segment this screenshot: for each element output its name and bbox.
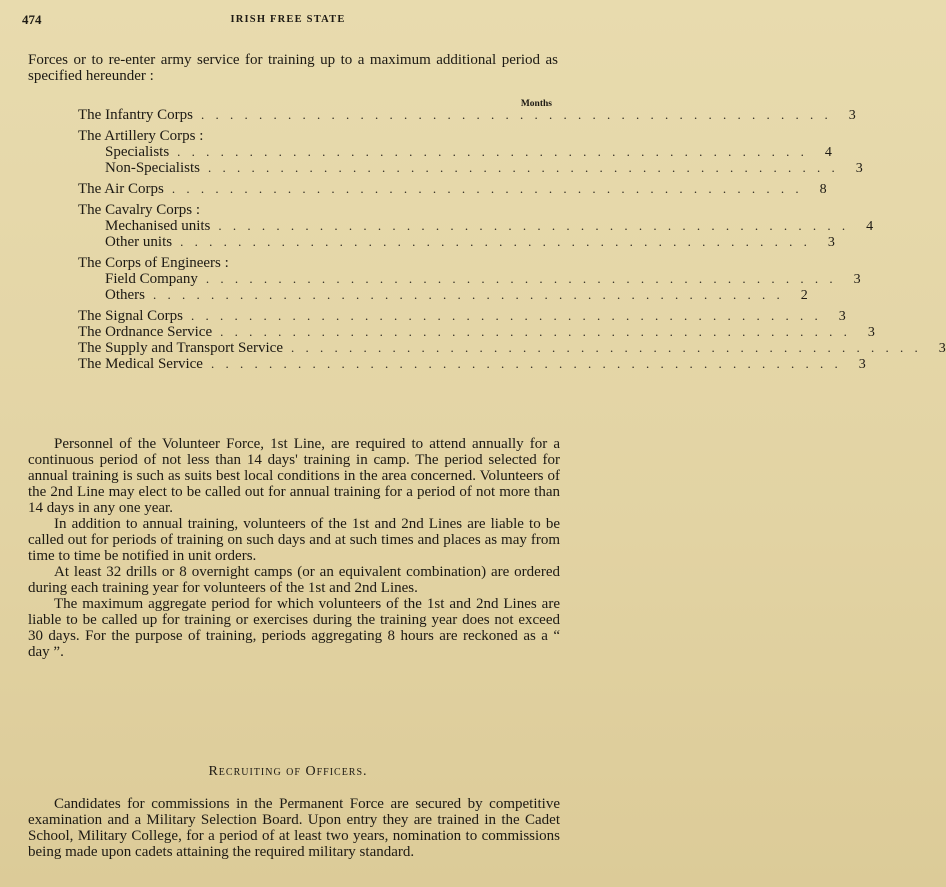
corps-training-table (78, 107, 946, 372)
months-value: 3 (858, 357, 866, 372)
corps-name: The Signal Corps (78, 308, 183, 324)
leader-dots: . . . . . . . . . . . . . . . . . . . . . . . . . . . . . . . . . . . . . . . . . . . . (290, 340, 922, 355)
corps-name: Field Company (105, 271, 198, 287)
corps-row (78, 308, 846, 324)
paragraph-additional-training: In addition to annual training, volunteers of the 1st and 2nd Lines are liable to be called out for periods of training on such days and at such times and places as may from time to time be notified in unit orders. (28, 516, 560, 564)
leader-dots: . . . . . . . . . . . . . . . . . . . . . . . . . . . . . . . . . . . . . . . . . . . . (180, 234, 811, 249)
corps-row (78, 218, 874, 234)
corps-name: The Air Corps (78, 181, 164, 197)
months-value: 3 (848, 108, 856, 123)
corps-row (78, 340, 946, 356)
leader-dots: . . . . . . . . . . . . . . . . . . . . . . . . . . . . . . . . . . . . . . . . . . . . (210, 356, 842, 371)
page-number: 474 (22, 12, 42, 27)
paragraph-drills: At least 32 drills or 8 overnight camps (or an equivalent combination) are ordered during each training year for volunteers of the 1st and 2nd Lines. (28, 564, 560, 596)
corps-row (78, 202, 518, 218)
paragraph-aggregate-period: The maximum aggregate period for which volunteers of the 1st and 2nd Lines are liable to be called up for training or exercises during the training year does not exceed 30 days. For the purpose of training, periods aggregating 8 hours are reckoned as a “ day ”. (28, 596, 560, 660)
corps-row (78, 356, 866, 372)
corps-name: Other units (105, 234, 173, 250)
leader-dots: . . . . . . . . . . . . . . . . . . . . . . . . . . . . . . . . . . . . . . . . . . . . (205, 271, 837, 286)
months-column-heading: Months (520, 99, 552, 109)
months-value: 8 (819, 182, 827, 197)
months-value: 3 (838, 309, 846, 324)
recruiting-section (28, 796, 560, 860)
months-value: 3 (855, 161, 863, 176)
corps-name: The Corps of Engineers : (78, 255, 229, 271)
corps-row (78, 324, 875, 340)
corps-row (78, 255, 518, 271)
corps-name: Specialists (105, 144, 170, 160)
leader-dots: . . . . . . . . . . . . . . . . . . . . . . . . . . . . . . . . . . . . . . . . . . . . (177, 144, 808, 159)
months-value: 3 (938, 341, 946, 356)
section-heading-recruiting-officers: Recruiting of Officers. (208, 764, 368, 779)
months-value: 2 (800, 288, 808, 303)
corps-name: The Cavalry Corps : (78, 202, 201, 218)
months-value: 3 (867, 325, 875, 340)
corps-name: The Artillery Corps : (78, 128, 204, 144)
months-value: 3 (827, 235, 835, 250)
corps-row (78, 128, 518, 144)
corps-name: The Infantry Corps (78, 107, 193, 123)
corps-name: The Ordnance Service (78, 324, 213, 340)
leader-dots: . . . . . . . . . . . . . . . . . . . . . . . . . . . . . . . . . . . . . . . . . . . . (218, 218, 850, 233)
corps-row (78, 144, 832, 160)
leader-dots: . . . . . . . . . . . . . . . . . . . . . . . . . . . . . . . . . . . . . . . . . . . . (191, 308, 822, 323)
intro-paragraph: Forces or to re-enter army service for training up to a maximum additional period as specified hereunder : (28, 52, 558, 84)
paragraph-annual-training: Personnel of the Volunteer Force, 1st Line, are required to attend annually for a continuous period of not less than 14 days' training in camp. The period selected for annual training is such as suits best local conditions in the area concerned. Volunteers of the 2nd Line may elect to be called out for annual training for a period of not more than 14 days in any one year. (28, 436, 560, 516)
months-value: 4 (866, 219, 874, 234)
page-header (18, 12, 558, 30)
corps-row (78, 287, 808, 303)
corps-name: Others (105, 287, 145, 303)
months-value: 4 (824, 145, 832, 160)
running-title: IRISH FREE STATE (230, 14, 346, 25)
volunteer-training-section (28, 436, 560, 660)
corps-name: Mechanised units (105, 218, 211, 234)
page (18, 6, 946, 881)
leader-dots: . . . . . . . . . . . . . . . . . . . . . . . . . . . . . . . . . . . . . . . . . . . . (200, 107, 832, 122)
leader-dots: . . . . . . . . . . . . . . . . . . . . . . . . . . . . . . . . . . . . . . . . . . . . (153, 287, 784, 302)
corps-row (78, 271, 861, 287)
paragraph-commissions: Candidates for commissions in the Permanent Force are secured by competitive examination and a Military Selection Board. Upon entry they are trained in the Cadet School, Military College, for a period of at least two years, nomination to commissions being made upon cadets attaining the required military standard. (28, 796, 560, 860)
leader-dots: . . . . . . . . . . . . . . . . . . . . . . . . . . . . . . . . . . . . . . . . . . . . (171, 181, 803, 196)
corps-row (78, 107, 856, 123)
leader-dots: . . . . . . . . . . . . . . . . . . . . . . . . . . . . . . . . . . . . . . . . . . . . (208, 160, 839, 175)
corps-row (78, 234, 835, 250)
corps-row (78, 160, 863, 176)
months-value: 3 (853, 272, 861, 287)
corps-name: The Medical Service (78, 356, 203, 372)
corps-row (78, 181, 827, 197)
leader-dots: . . . . . . . . . . . . . . . . . . . . . . . . . . . . . . . . . . . . . . . . . . . . (220, 324, 851, 339)
corps-name: The Supply and Transport Service (78, 340, 283, 356)
corps-name: Non-Specialists (105, 160, 200, 176)
